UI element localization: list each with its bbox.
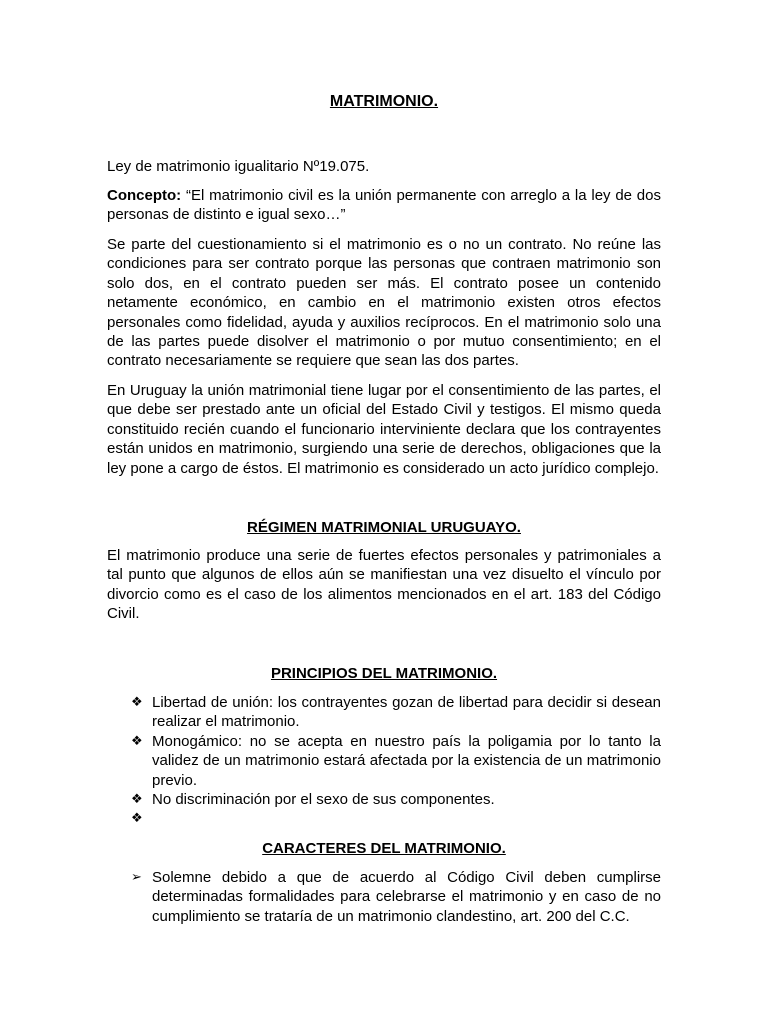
heading-principios: PRINCIPIOS DEL MATRIMONIO. — [270, 665, 498, 682]
diamond-bullet-icon: ❖ — [131, 733, 143, 749]
list-item-text: Solemne debido a que de acuerdo al Código Civil deben cumplirse determinadas formalidades para celebrarse el matrimonio y en caso de no cumplimiento se trataría de un matrimonio clandestino, art. 200 del C.C. — [152, 869, 661, 925]
concept-paragraph — [107, 186, 661, 225]
list-item-text: No discriminación por el sexo de sus componentes. — [152, 791, 495, 809]
arrowhead-bullet-icon: ➢ — [131, 870, 142, 885]
paragraph-uruguay: En Uruguay la unión matrimonial tiene lugar por el consentimiento de las partes, el que debe ser prestado ante un oficial del Estado Civil y testigos. El mismo queda constituido recién cuando el funcionario interviniente declara que los contrayentes están unidos en matrimonio, surgiendo una serie de derechos, obligaciones que la ley pone a cargo de éstos. El matrimonio es considerado un acto jurídico complejo. — [107, 382, 661, 477]
concept-text: “El matrimonio civil es la unión permanente con arreglo a la ley de dos personas de distinto e igual sexo…” — [107, 187, 661, 224]
law-line: Ley de matrimonio igualitario Nº19.075. — [107, 158, 370, 175]
list-item — [107, 868, 661, 926]
heading-regimen: RÉGIMEN MATRIMONIAL URUGUAYO. — [247, 519, 521, 536]
list-item-text: Monogámico: no se acepta en nuestro país la poligamia por lo tanto la validez de un matrimonio estará afectada por la existencia de un matrimonio previo. — [152, 732, 661, 789]
diamond-bullet-icon: ❖ — [131, 792, 143, 808]
heading-caracteres: CARACTERES DEL MATRIMONIO. — [262, 840, 506, 857]
list-item — [107, 693, 661, 732]
document-title: MATRIMONIO. — [329, 93, 439, 110]
diamond-bullet-icon: ❖ — [131, 811, 143, 827]
principios-list — [107, 693, 661, 829]
diamond-bullet-icon: ❖ — [131, 695, 143, 710]
list-item — [107, 732, 661, 790]
list-item — [107, 809, 661, 828]
paragraph-regimen: El matrimonio produce una serie de fuertes efectos personales y patrimoniales a tal punto que algunos de ellos aún se manifiestan una vez disuelto el vínculo por divorcio como es el caso de los alimentos mencionados en el art. 183 del Código Civil. — [107, 547, 661, 623]
caracteres-list — [107, 868, 661, 926]
list-item-text: Libertad de unión: los contrayentes gozan de libertad para decidir si desean realizar el matrimonio. — [152, 694, 661, 731]
list-item — [107, 790, 661, 809]
concept-label: Concepto: — [107, 187, 182, 204]
paragraph-contract: Se parte del cuestionamiento si el matrimonio es o no un contrato. No reúne las condiciones para ser contrato porque las personas que contraen matrimonio son solo dos, en el contrato pueden ser más. El contrato posee un contenido netamente económico, en cambio en el matrimonio existen otros efectos personales como fidelidad, ayuda y auxilios recíprocos. En el matrimonio solo una de las partes puede disolver el matrimonio o por mutuo consentimiento; en el contrato necesariamente se requiere que sean las dos partes. — [107, 236, 661, 370]
